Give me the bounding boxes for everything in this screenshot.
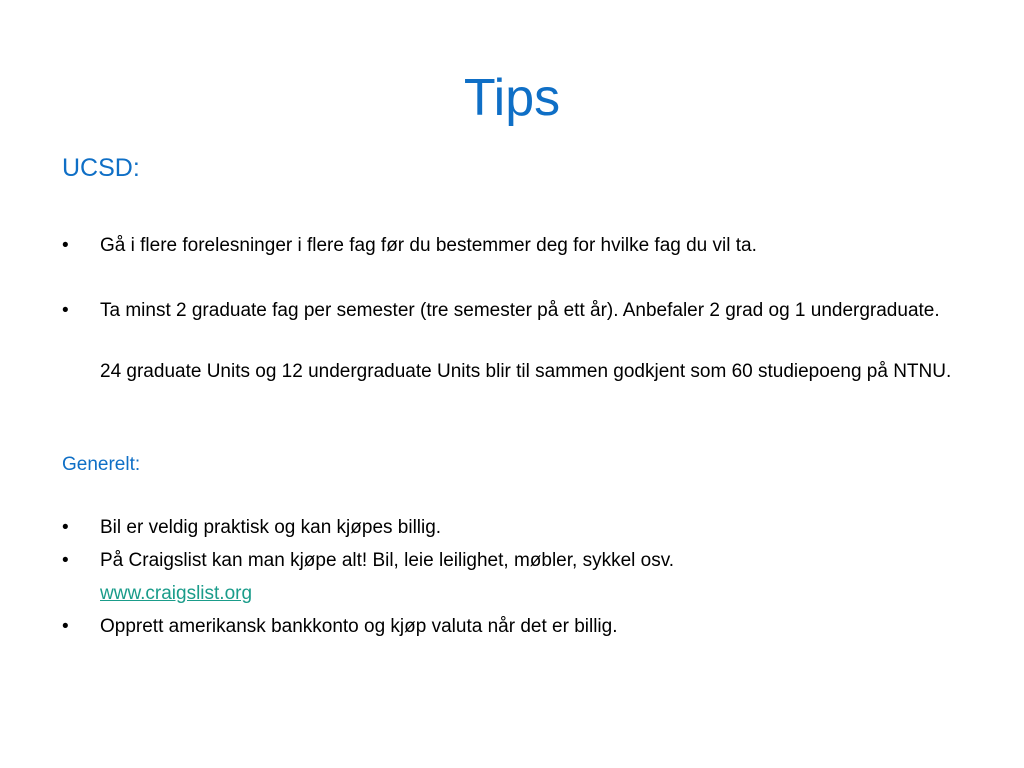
- bullet-text: På Craigslist kan man kjøpe alt! Bil, leie leilighet, møbler, sykkel osv.: [100, 550, 675, 571]
- general-bullet-2: [62, 548, 982, 574]
- slide-title: Tips: [463, 69, 561, 127]
- general-heading: Generelt:: [62, 454, 141, 475]
- bullet-marker: •: [62, 517, 69, 538]
- ucsd-units-note: 24 graduate Units og 12 undergraduate Units blir til sammen godkjent som 60 studiepoeng på NTNU.: [100, 361, 952, 382]
- ucsd-bullet-2: [62, 298, 982, 324]
- bullet-text: Bil er veldig praktisk og kan kjøpes billig.: [100, 517, 442, 538]
- general-bullet-3: [62, 614, 982, 640]
- ucsd-heading: UCSD:: [62, 154, 140, 182]
- bullet-marker: •: [62, 550, 69, 571]
- bullet-marker: •: [62, 235, 69, 256]
- bullet-text: Opprett amerikansk bankkonto og kjøp valuta når det er billig.: [100, 616, 618, 637]
- ucsd-bullet-1: [62, 233, 982, 259]
- bullet-text: Gå i flere forelesninger i flere fag før du bestemmer deg for hvilke fag du vil ta.: [100, 235, 757, 256]
- craigslist-link-row: [100, 581, 980, 607]
- bullet-marker: •: [62, 300, 69, 321]
- bullet-marker: •: [62, 616, 69, 637]
- craigslist-link[interactable]: www.craigslist.org: [100, 583, 253, 604]
- general-bullet-1: [62, 515, 982, 541]
- bullet-text: Ta minst 2 graduate fag per semester (tre semester på ett år). Anbefaler 2 grad og 1 undergraduate.: [100, 300, 940, 321]
